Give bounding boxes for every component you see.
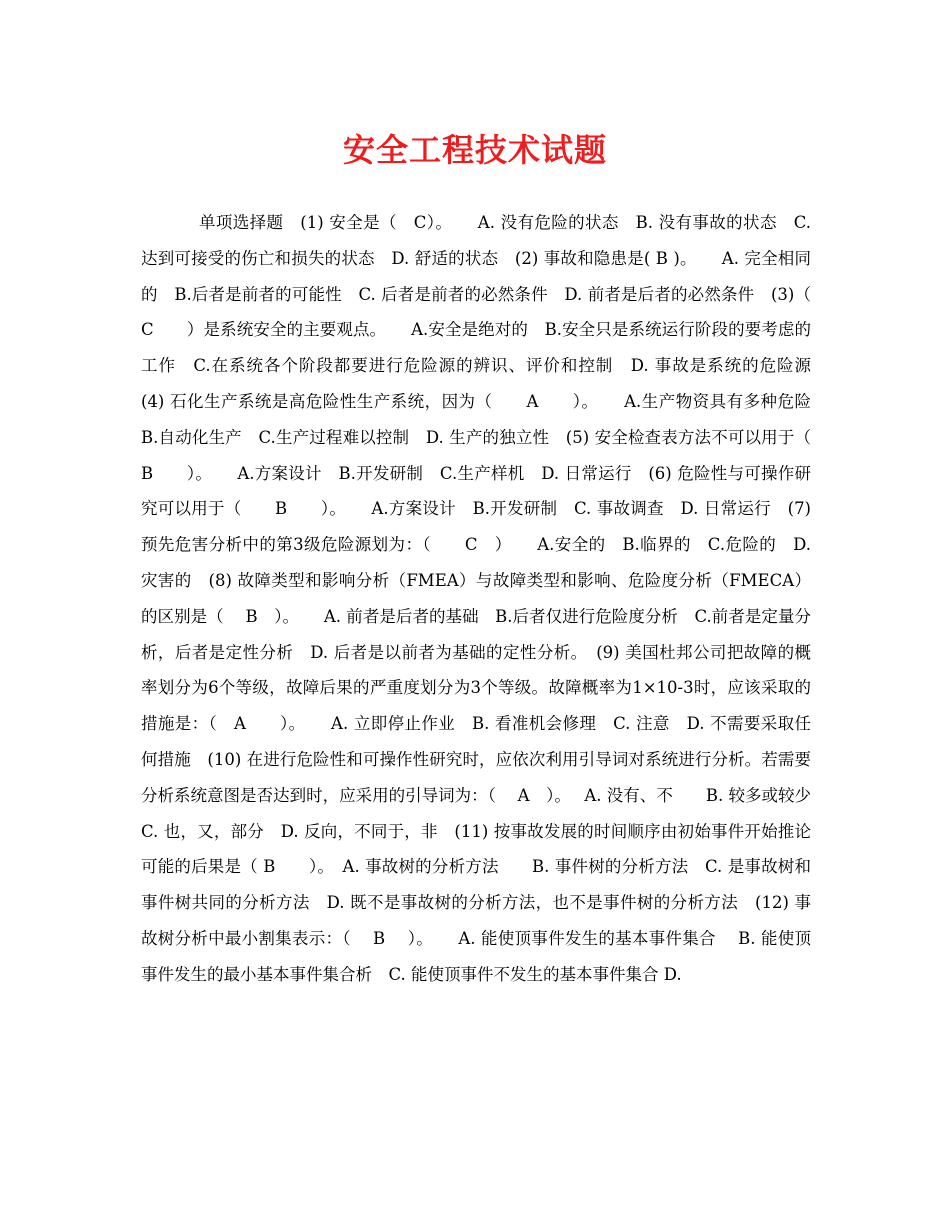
document-body-text: 单项选择题 (1) 安全是（ C）。 A. 没有危险的状态 B. 没有事故的状态 C.达到可接受的伤亡和损失的状态 D. 舒适的状态 (2) 事故和隐患是( B )。 A. 完全相同的 B.后者是前者的可能性 C. 后者是前者的必然条件 D. 前者是后者的必然条件 (3)（ C ）是系统安全的主要观点。 A.安全是绝对的 B.安全只是系统运行阶段的要考虑的工作 C.在系统各个阶段都要进行危险源的辨识、评价和控制 D. 事故是系统的危险源 (4) 石化生产系统是高危险性生产系统，因为（ A ）。 A.生产物资具有多种危险 B.自动化生产 C.生产过程难以控制 D. 生产的独立性 (5) 安全检查表方法不可以用于（ B ）。 A.方案设计 B.开发研制 C.生产样机 D. 日常运行 (6) 危险性与可操作研究可以用于（ B ）。 A.方案设计 B.开发研制 C. 事故调查 D. 日常运行 (7) 预先危害分析中的第3级危险源划为：（ C ） A.安全的 B.临界的 C.危险的 D. 灾害的 (8) 故障类型和影响分析（FMEA）与故障类型和影响、危险度分析（FMECA）的区别是（ B ）。 A. 前者是后者的基础 B.后者仅进行危险度分析 C.前者是定量分析，后者是定性分析 D. 后者是以前者为基础的定性分析。 (9) 美国杜邦公司把故障的概率划分为6个等级，故障后果的严重度划分为3个等级。故障概率为1×10-3时，应该采取的措施是：（ A ）。 A. 立即停止作业 B. 看准机会修理 C. 注意 D. 不需要采取任何措施 (10) 在进行危险性和可操作性研究时，应依次利用引导词对系统进行分析。若需要分析系统意图是否达到时，应采用的引导词为：（ A ）。 A. 没有、不 B. 较多或较少 C. 也，又，部分 D. 反向，不同于，非 (11) 按事故发展的时间顺序由初始事件开始推论可能的后果是（ B ）。 A. 事故树的分析方法 B. 事件树的分析方法 C. 是事故树和事件树共同的分析方法 D. 既不是事故树的分析方法，也不是事件树的分析方法 (12) 事故树分析中最小割集表示：（ B ）。 A. 能使顶事件发生的基本事件集合 B. 能使顶事件发生的最小基本事件集合析 C. 能使顶事件不发生的基本事件集合 D. <box>141 213 828 984</box>
document-title: 安全工程技术试题 <box>342 131 607 169</box>
